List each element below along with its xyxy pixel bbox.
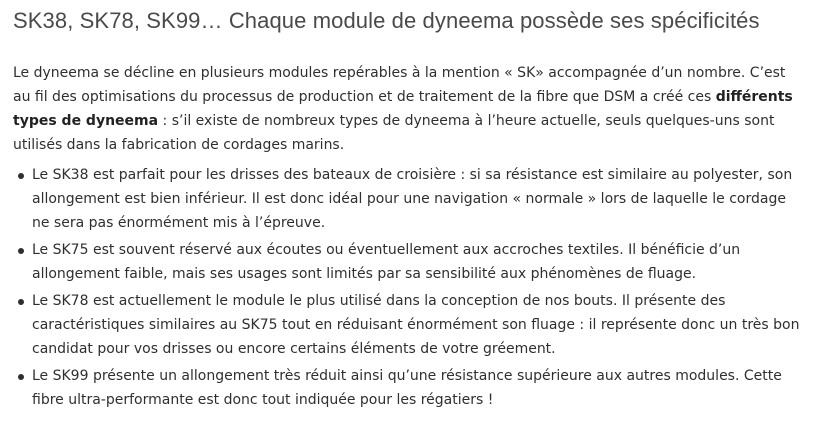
list-item-text: Le SK99 présente un allongement très réduit ainsi qu’une résistance supérieure aux autres modules. Cette fibre ultra-performante est donc tout indiquée pour les régatiers ! xyxy=(32,368,782,408)
list-item xyxy=(13,238,803,286)
bullet-icon xyxy=(18,173,24,179)
list-item-text: Le SK78 est actuellement le module le plus utilisé dans la conception de nos bouts. Il présente des caractéristiques similaires au SK75 tout en réduisant énormément son fluage : il représente donc un très bon candidat pour vos drisses ou encore certains éléments de votre gréement. xyxy=(32,293,800,357)
list-item xyxy=(13,364,803,412)
intro-paragraph xyxy=(13,61,803,157)
list-item xyxy=(13,163,803,235)
intro-text-before: Le dyneema se décline en plusieurs modules repérables à la mention « SK» accompagnée d’un nombre. C’est au fil des optimisations du processus de production et de traitement de la fibre que DSM a créé ces xyxy=(13,65,786,105)
list-item-text: Le SK75 est souvent réservé aux écoutes ou éventuellement aux accroches textiles. Il bénéficie d’un allongement faible, mais ses usages sont limités par sa sensibilité aux phénomènes de fluage. xyxy=(32,242,741,282)
intro-text-after: : s’il existe de nombreux types de dyneema à l’heure actuelle, seuls quelques-uns sont utilisés dans la fabrication de cordages marins. xyxy=(13,113,775,153)
article-title: SK38, SK78, SK99… Chaque module de dyneema possède ses spécificités xyxy=(13,8,760,33)
module-list xyxy=(13,163,803,412)
list-item-text: Le SK38 est parfait pour les drisses des bateaux de croisière : si sa résistance est similaire au polyester, son allongement est bien inférieur. Il est donc idéal pour une navigation « normale » lors de laquelle le cordage ne sera pas énormément mis à l’épreuve. xyxy=(32,167,793,231)
bullet-icon xyxy=(18,374,24,380)
intro-bold-text: différents types de dyneema xyxy=(13,89,793,129)
bullet-icon xyxy=(18,248,24,254)
bullet-icon xyxy=(18,299,24,305)
list-item xyxy=(13,289,803,361)
